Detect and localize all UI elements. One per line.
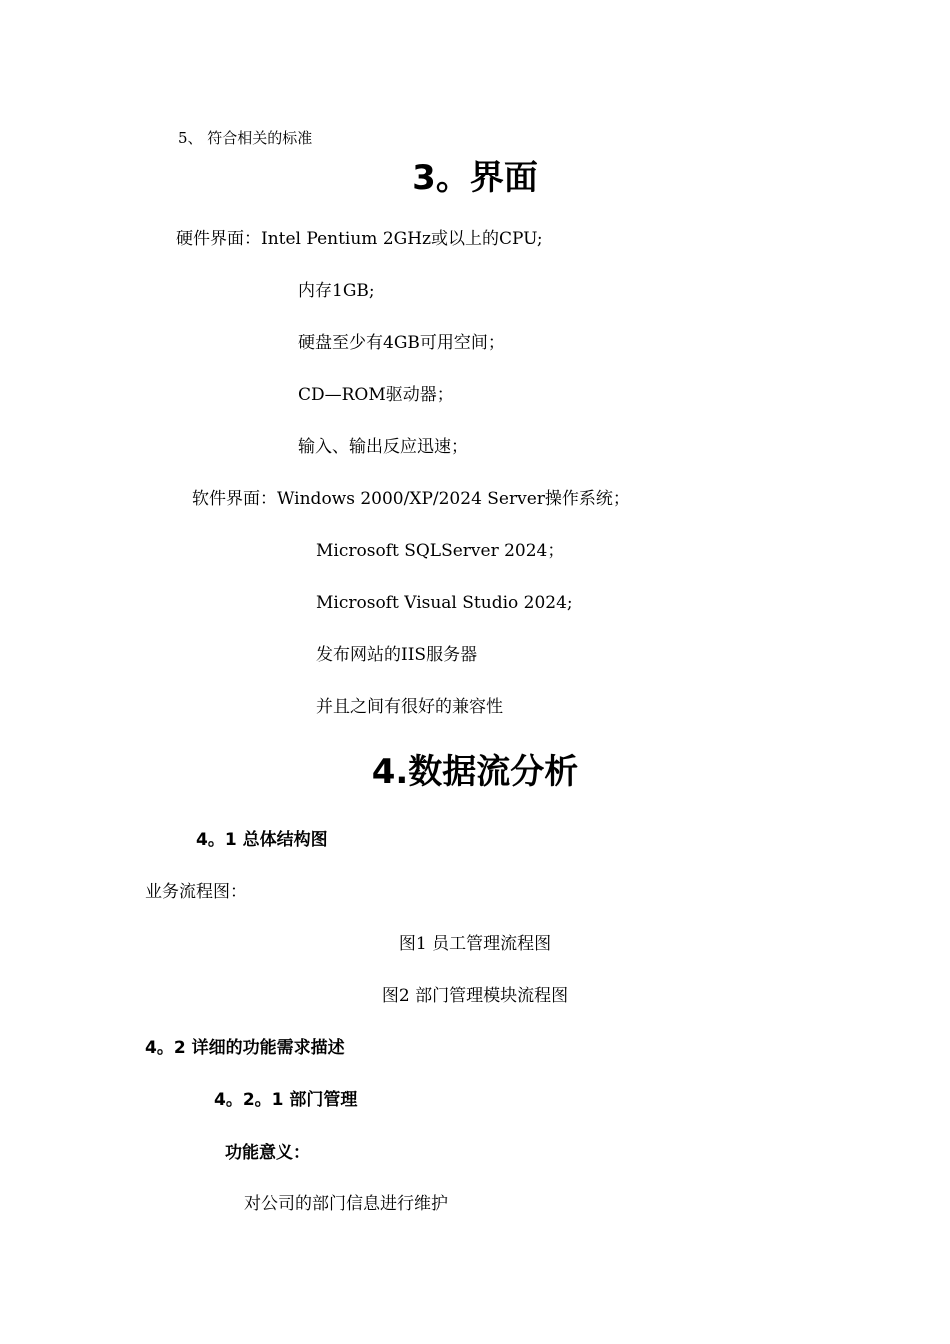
- hardware-item-memory: 内存1GB;: [298, 281, 375, 301]
- software-item-visual-studio: Microsoft Visual Studio 2024;: [316, 593, 573, 613]
- hardware-item-cdrom: CD—ROM驱动器；: [298, 385, 454, 405]
- business-flow-label: 业务流程图：: [145, 882, 247, 902]
- subsection-4-1-heading: 4。1 总体结构图: [196, 830, 328, 850]
- software-item-compat: 并且之间有很好的兼容性: [316, 697, 503, 717]
- function-meaning-label: 功能意义：: [225, 1143, 310, 1163]
- figure-1-caption: 图1 员工管理流程图: [398, 934, 552, 954]
- hardware-item-disk: 硬盘至少有4GB可用空间；: [298, 333, 505, 353]
- list-item-5: 5、 符合相关的标准: [178, 129, 313, 147]
- subsection-4-2-heading: 4。2 详细的功能需求描述: [145, 1038, 345, 1058]
- section-3-title: 3。界面: [412, 158, 538, 198]
- figure-2-caption: 图2 部门管理模块流程图: [381, 986, 569, 1006]
- hardware-interface-line: 硬件界面：Intel Pentium 2GHz或以上的CPU;: [176, 229, 543, 249]
- software-item-sqlserver: Microsoft SQLServer 2024；: [316, 541, 565, 561]
- software-interface-line: 软件界面：Windows 2000/XP/2024 Server操作系统；: [192, 489, 630, 509]
- software-item-iis: 发布网站的IIS服务器: [316, 645, 478, 665]
- subsection-4-2-1-heading: 4。2。1 部门管理: [214, 1090, 358, 1110]
- hardware-item-io: 输入、输出反应迅速；: [298, 437, 468, 457]
- function-meaning-text: 对公司的部门信息进行维护: [244, 1194, 448, 1214]
- section-4-title: 4.数据流分析: [371, 752, 579, 792]
